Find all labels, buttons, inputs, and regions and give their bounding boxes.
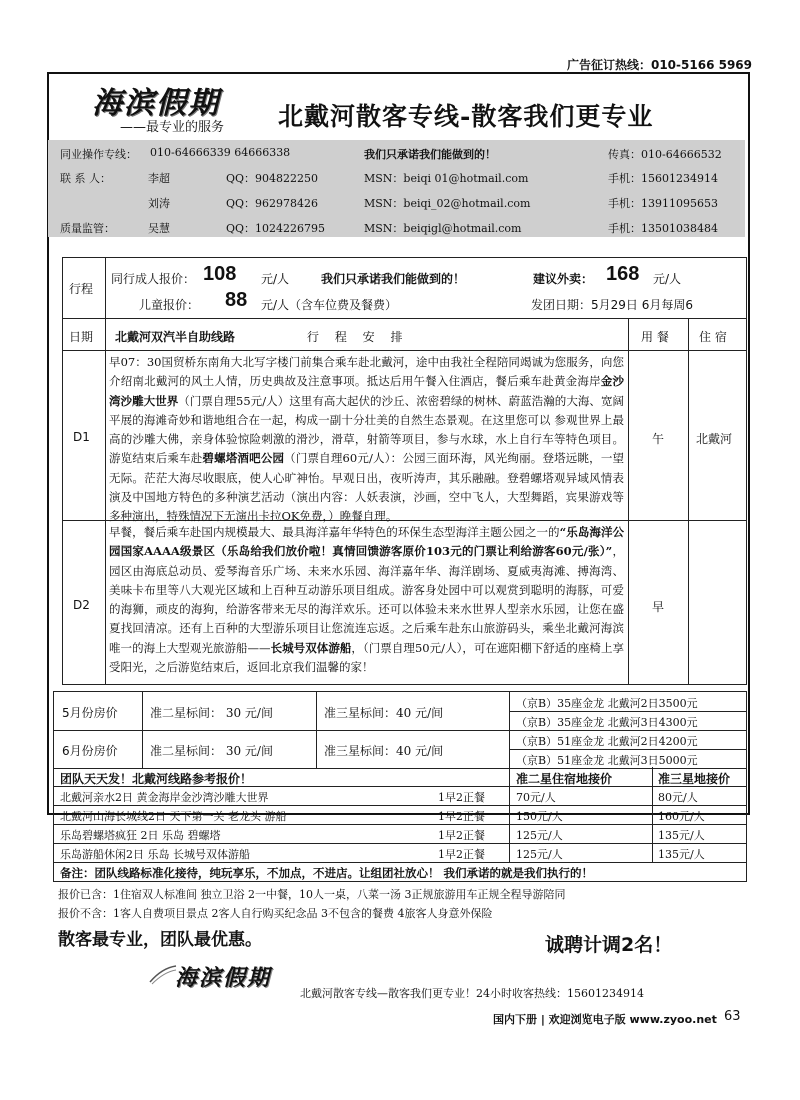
child-price: 88: [225, 289, 248, 311]
col-stay: 住 宿: [699, 330, 727, 344]
route-name: 北戴河双汽半自助线路: [115, 330, 236, 344]
page-number: 63: [724, 1009, 741, 1024]
day-label: D1: [73, 430, 90, 444]
contact-name: 李超: [148, 172, 170, 185]
contact-msn: MSN：beiqigl@hotmail.com: [364, 222, 522, 235]
group-title: 团队天天发！北戴河线路参考报价！: [60, 772, 253, 786]
contact-mobile: 手机：13911095653: [608, 197, 718, 210]
fax-number: 传真：010-64666532: [608, 148, 722, 161]
contact-qq: QQ：904822250: [226, 172, 319, 185]
group-price3: 80元/人: [658, 791, 698, 804]
ad-hotline: 广告征订热线：010-5166 5969: [566, 58, 752, 72]
footer-hotline: 北戴河散客专线—散客我们更专业！24小时收客热线：15601234914: [300, 987, 644, 1000]
col-schedule: 行 程 安 排: [307, 330, 409, 344]
departure-dates: 发团日期：5月29日 6月每周6: [531, 298, 693, 312]
group-meal: 1早2正餐: [438, 810, 485, 823]
room-month: 6月份房价: [62, 744, 118, 758]
day-label: D2: [73, 598, 90, 612]
day-description: 早07：30国贸桥东南角大北写字楼门前集合乘车赴北戴河，途中由我社全程陪同竭诚为您服务，向您介绍南北戴河的风土人情，历史典故及注意事项。抵达后用午餐入住酒店，餐后乘车赴黄金海岸金沙湾沙雕大世界（门票自理55元/人）这里有高大起伏的沙丘、浓密碧绿的树林、蔚蓝浩瀚的大海、宽阔平展的海滩奇妙和谐地组合在一起，构成一副十分壮美的自然生态景观。在这里您可以 参观世界上最高的沙雕大佛，亲身体验惊险刺激的滑沙，滑草，射箭等项目，参与水球，水上自行车等特色项目。游览结束后乘车赴碧螺塔酒吧公园（门票自理60元/人）：公园三面环海，风光绚丽。登塔远眺，一望无际。茫茫大海尽收眼底，使人心旷神怡。早观日出，夜听涛声，其乐融融。登碧螺塔观异域风情表演及中国地方特色的多种演艺活动（演出内容：人妖表演，沙画，空中飞人，大型舞蹈，宾果游戏等多种演出，特殊情况下无演出卡拉OK免费，）晚餐自理。: [109, 355, 625, 524]
contact-name: 吴慧: [148, 222, 170, 235]
ops-label: 同业操作专线：: [60, 148, 137, 161]
group-route: 乐岛碧螺塔疯狂 2日 乐岛 碧螺塔: [60, 829, 221, 842]
group-price2: 150元/人: [516, 810, 563, 823]
group-price2: 70元/人: [516, 791, 556, 804]
group-meal: 1早2正餐: [438, 829, 485, 842]
adult-price: 108: [203, 263, 237, 285]
contact-msn: MSN：beiqi 01@hotmail.com: [364, 172, 529, 185]
contact-mobile: 手机：13501038484: [608, 222, 718, 235]
contact-panel: [48, 140, 745, 237]
group-route: 北戴河亲水2日 黄金海岸金沙湾沙雕大世界: [60, 791, 269, 804]
contact-qq: QQ：1024226795: [226, 222, 326, 235]
page-footer: 国内下册 | 欢迎浏览电子版 www.zyoo.net: [493, 1013, 717, 1026]
vehicle-rate: （京B）35座金龙 北戴河2日3500元: [516, 697, 698, 710]
group-col3: 准三星地接价: [658, 772, 731, 786]
tour-promise: 我们只承诺我们能做到的！: [321, 272, 466, 286]
recruit-notice: 诚聘计调2名！: [545, 934, 673, 956]
itinerary-table: [62, 257, 747, 685]
group-price2: 125元/人: [516, 829, 563, 842]
swoosh-icon: [148, 964, 178, 986]
day-stay: 北戴河: [696, 432, 733, 446]
group-note: 备注：团队线路标准化接待，纯玩享乐，不加点，不进店。让组团社放心！ 我们承诺的就是我们执行的！: [60, 866, 593, 880]
vehicle-rate: （京B）35座金龙 北戴河3日4300元: [516, 716, 698, 729]
contact-qq: QQ：962978426: [226, 197, 319, 210]
contact-person-label: 联 系 人：: [60, 172, 111, 185]
group-route: 乐岛游船休闲2日 乐岛 长城号双体游船: [60, 848, 250, 861]
room-month: 5月份房价: [62, 706, 118, 720]
group-meal: 1早2正餐: [438, 791, 485, 804]
contact-msn: MSN：beiqi_02@hotmail.com: [364, 197, 531, 210]
room-std2: 准二星标间： 30 元/间: [150, 744, 273, 758]
room-std3: 准三星标间：40 元/间: [324, 744, 444, 758]
price-includes: 报价已含：1住宿双人标准间 独立卫浴 2一中餐，10人一桌，八菜一汤 3正规旅游用车正规全程导游陪同: [58, 888, 566, 901]
headline-slogan: 北戴河散客专线-散客我们更专业: [278, 102, 654, 131]
vehicle-rate: （京B）51座金龙 北戴河2日4200元: [516, 735, 698, 748]
group-meal: 1早2正餐: [438, 848, 485, 861]
group-quote-table: [53, 767, 747, 882]
contact-promise: 我们只承诺我们能做到的！: [364, 148, 496, 161]
contact-name: 刘涛: [148, 197, 170, 210]
contact-mobile: 手机：15601234914: [608, 172, 718, 185]
suggest-price-unit: 元/人: [653, 272, 682, 286]
ops-phones: 010-64666339 64666338: [150, 146, 291, 159]
bottom-slogan: 散客最专业，团队最优惠。: [58, 930, 262, 950]
brand-logo: 海滨假期: [92, 86, 220, 121]
quality-label: 质量监管：: [60, 222, 115, 235]
brand-tagline: ——最专业的服务: [120, 120, 225, 135]
day-meal: 早: [652, 600, 665, 614]
vehicle-rate: （京B）51座金龙 北戴河3日5000元: [516, 754, 698, 767]
room-std3: 准三星标间：40 元/间: [324, 706, 444, 720]
group-price2: 125元/人: [516, 848, 563, 861]
group-price3: 135元/人: [658, 848, 705, 861]
room-std2: 准二星标间： 30 元/间: [150, 706, 273, 720]
day-meal: 午: [652, 432, 665, 446]
suggest-price: 168: [606, 263, 640, 285]
suggest-price-label: 建议外卖：: [533, 272, 594, 286]
adult-price-label: 同行成人报价：: [111, 272, 196, 286]
group-price3: 135元/人: [658, 829, 705, 842]
adult-price-unit: 元/人: [261, 272, 290, 286]
child-price-unit: 元/人（含车位费及餐费）: [261, 298, 398, 312]
price-excludes: 报价不含：1客人自费项目景点 2客人自行购买纪念品 3不包含的餐费 4旅客人身意外保险: [58, 907, 493, 920]
col-meal: 用 餐: [641, 330, 669, 344]
room-price-table: [53, 691, 747, 769]
col-date: 日期: [69, 330, 94, 344]
group-col2: 准二星住宿地接价: [516, 772, 613, 786]
itinerary-label: 行程: [69, 282, 94, 296]
day-description: 早餐，餐后乘车赴国内规模最大、最具海洋嘉年华特色的环保生态型海洋主题公园之一的“乐岛海洋公园国家AAAA级景区（乐岛给我们放价啦！真情回馈游客原价103元的门票让利给游客60元/张）”，园区由海底总动员、爱琴海音乐广场、未来水乐园、海洋嘉年华、海洋剧场、夏威夷海滩、搏海湾、美味卡布里等八大观光区域和上百种互动游乐项目组成。游客身处园中可以观赏到聪明的海豚，可爱的海狮，顽皮的海狗，给游客带来无尽的海洋欢乐。还可以体验未来水世界人型亲水乐园，让您在盛夏找回清凉。还有上百种的大型游乐项目让您流连忘返。之后乘车赴东山旅游码头，乘坐北戴河海滨唯一的海上大型观光旅游船——长城号双体游船，（门票自理50元/人），可在遮阳棚下舒适的座椅上享受阳光，之后游览结束后，返回北京我们温馨的家！: [109, 525, 625, 675]
group-price3: 160元/人: [658, 810, 705, 823]
group-route: 北戴河山海长城线2日 天下第一关 老龙头 游船: [60, 810, 287, 823]
footer-logo: 海滨假期: [175, 965, 272, 991]
child-price-label: 儿童报价：: [139, 298, 200, 312]
